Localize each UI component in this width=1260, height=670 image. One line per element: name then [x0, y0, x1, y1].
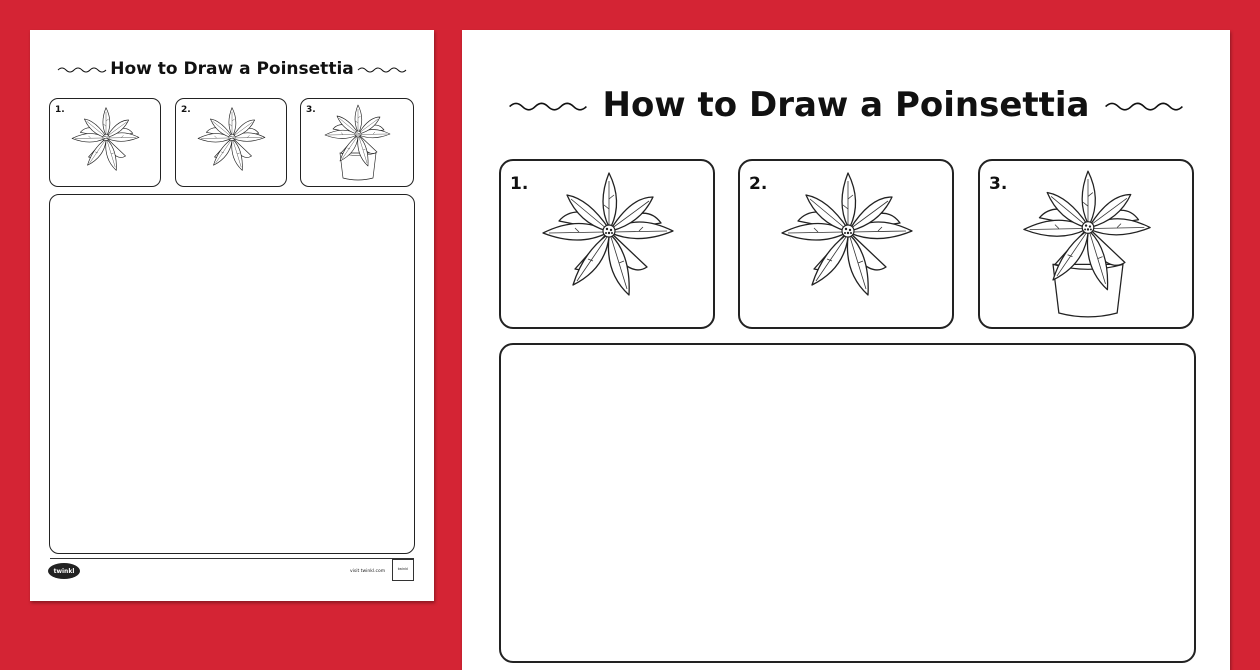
step-number: 2.: [749, 174, 768, 194]
poinsettia-flower-icon: [70, 104, 142, 174]
squiggle-right-icon: [1092, 97, 1196, 113]
step-number: 1.: [55, 105, 65, 115]
potted-poinsettia-icon: [323, 102, 393, 184]
title-row: [40, 58, 424, 80]
step-1-box: [499, 159, 715, 329]
squiggle-left-icon: [496, 97, 600, 113]
twinkl-logo: twinkl: [48, 563, 80, 579]
footer-badge: twinkl: [392, 559, 414, 581]
footer-divider: [50, 558, 414, 559]
squiggle-left-icon: [54, 64, 110, 74]
step-3-box: [300, 98, 414, 187]
step-number: 1.: [510, 174, 529, 194]
page-title: How to Draw a Poinsettia: [110, 59, 354, 79]
poinsettia-flower-icon: [196, 104, 268, 174]
worksheet-thumbnail: [30, 30, 434, 601]
step-2-box: [175, 98, 287, 187]
squiggle-right-icon: [354, 64, 410, 74]
poinsettia-flower-icon: [778, 169, 918, 299]
step-2-box: [738, 159, 954, 329]
footer-link[interactable]: visit twinkl.com: [350, 569, 386, 574]
potted-poinsettia-icon: [1020, 167, 1156, 323]
drawing-area[interactable]: [499, 343, 1196, 663]
step-number: 3.: [306, 105, 316, 115]
step-number: 3.: [989, 174, 1008, 194]
page-title: How to Draw a Poinsettia: [602, 85, 1090, 125]
poinsettia-flower-icon: [539, 169, 679, 299]
worksheet-page: [462, 30, 1230, 670]
drawing-area[interactable]: [49, 194, 415, 554]
title-row: [482, 82, 1210, 128]
step-number: 2.: [181, 105, 191, 115]
step-1-box: [49, 98, 161, 187]
step-3-box: [978, 159, 1194, 329]
